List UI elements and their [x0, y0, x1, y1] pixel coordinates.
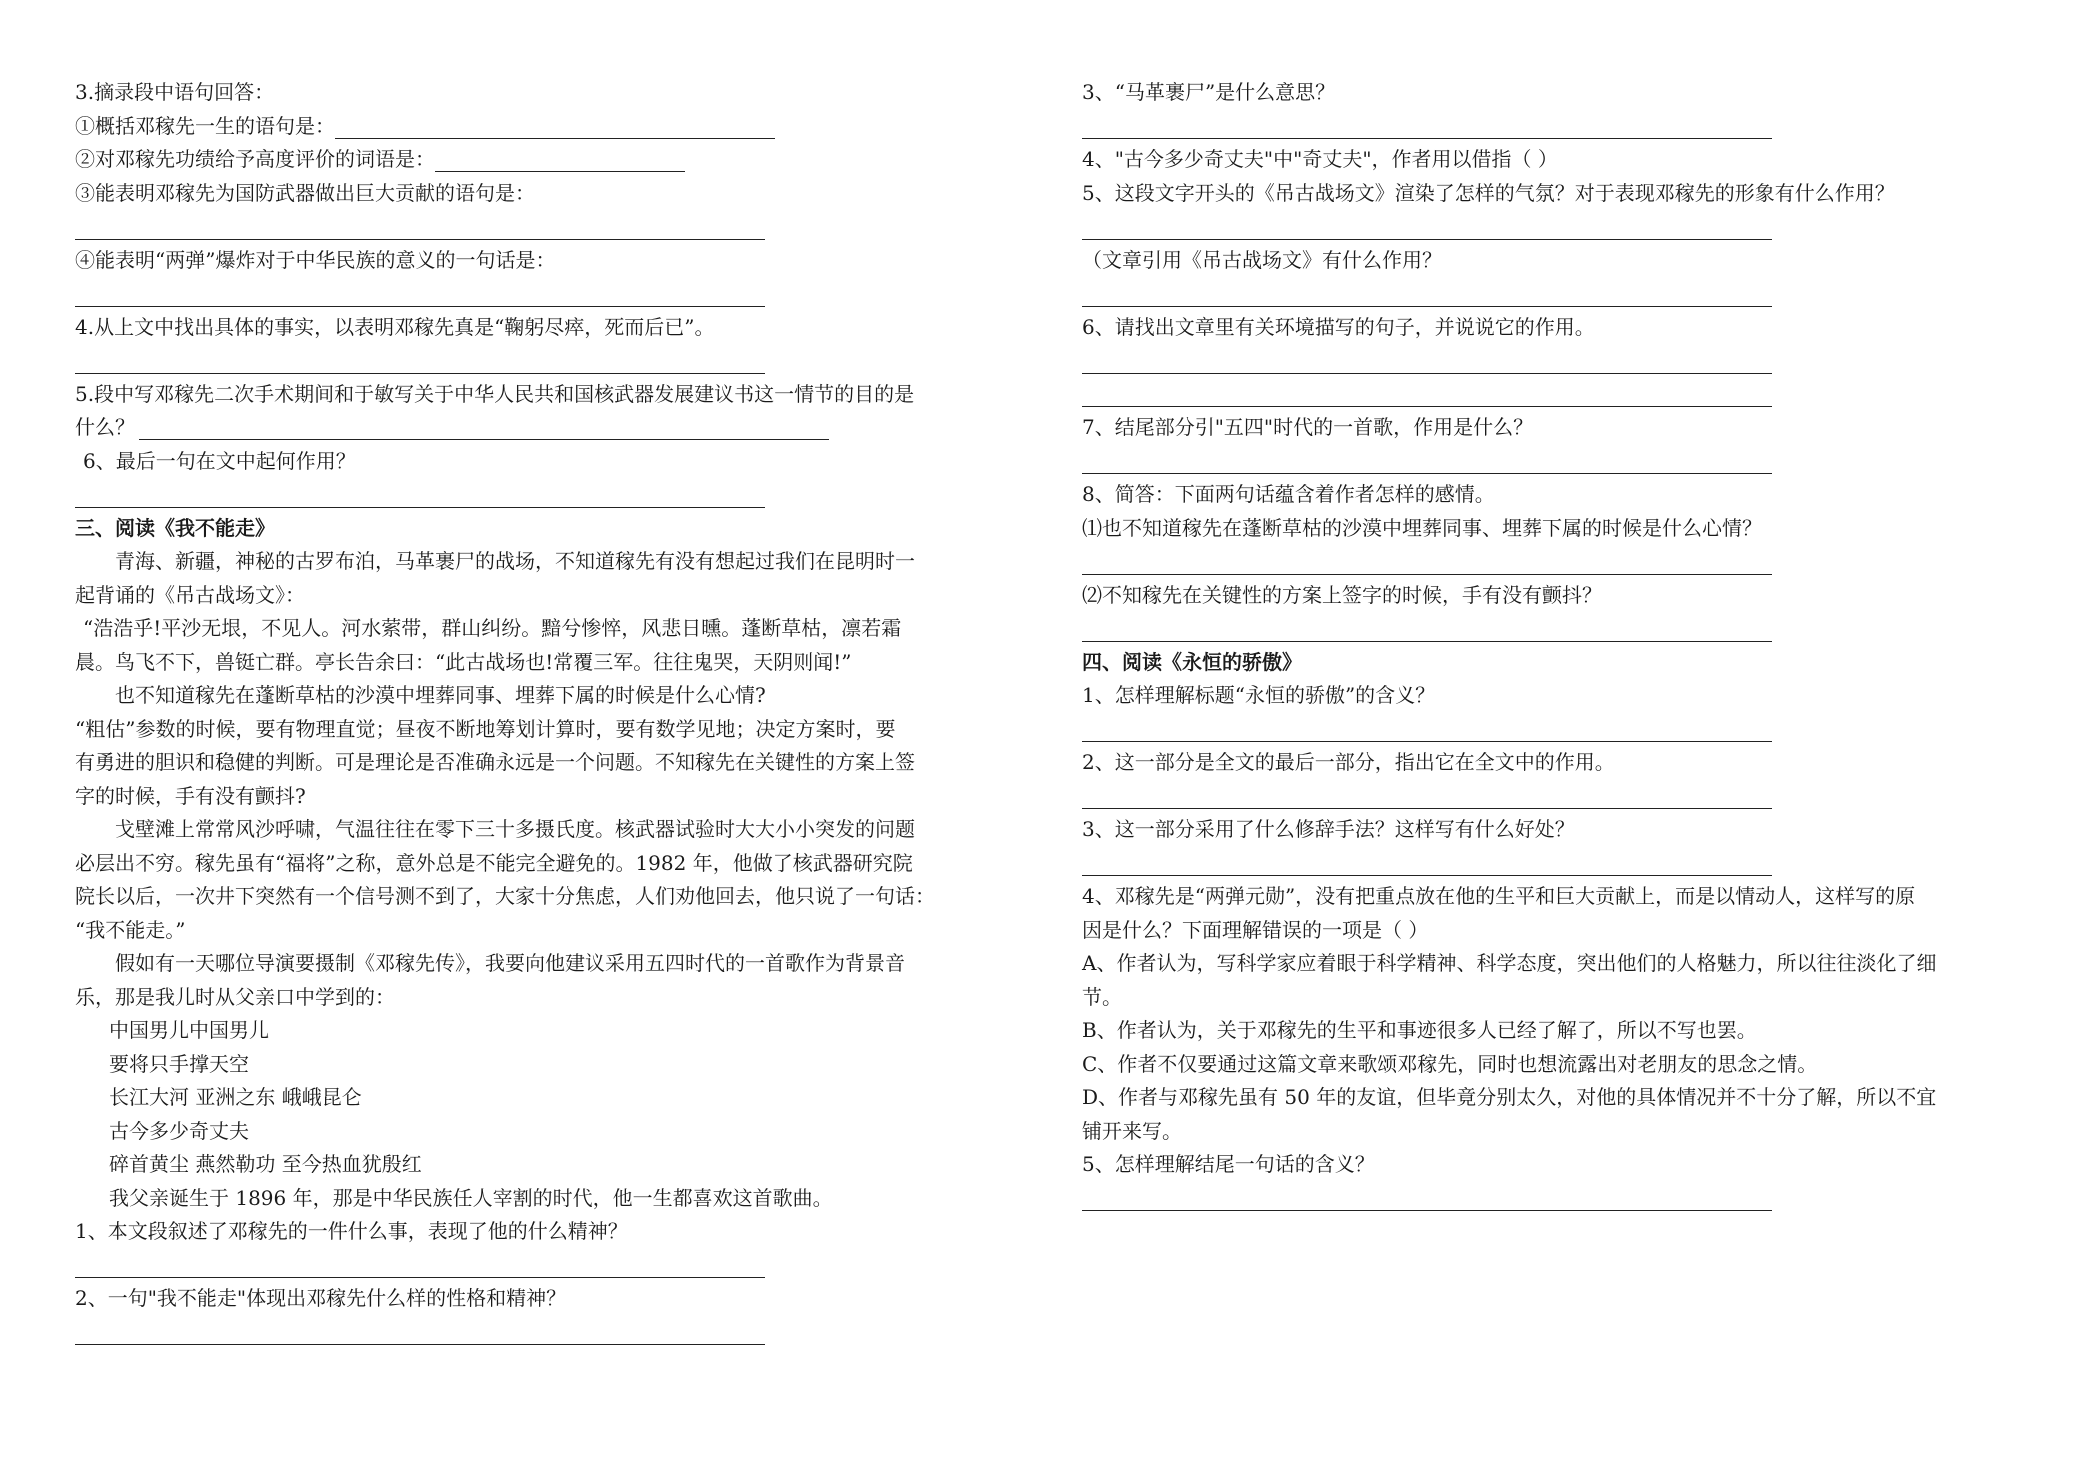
section-4-title: 四、阅读《永恒的骄傲》: [1082, 649, 1302, 674]
passage-p4: “粗估”参数的时候，要有物理直觉；昼夜不断地筹划计算时，要有数学见地；决定方案时，要: [75, 716, 896, 741]
question-6: 6、请找出文章里有关环境描写的句子，并说说它的作用。: [1082, 314, 1595, 339]
passage-p2: “浩浩乎!平沙无垠，不见人。河水萦带，群山纠纷。黯兮惨悴，风悲日曛。蓬断草枯，凛若霜: [83, 616, 902, 640]
passage-p5: 戈壁滩上常常风沙呼啸，气温往往在零下三十多摄氏度。核武器试验时大大小小突发的问题: [115, 817, 915, 841]
poem-line: 长江大河 亚洲之东 峨峨昆仑: [109, 1085, 362, 1109]
passage-p5-cont: 必层出不穷。稼先虽有“福将”之称，意外总是不能完全避免的。1982 年，他做了核武器研究院: [75, 850, 913, 875]
section-4-question-5: 5、怎样理解结尾一句话的含义？: [1082, 1152, 1375, 1176]
right-column: [1082, 76, 2022, 1215]
passage-p5-cont: “我不能走。”: [75, 917, 186, 942]
option-c: C、作者不仅要通过这篇文章来歌颂邓稼先，同时也想流露出对老朋友的思念之情。: [1082, 1051, 1818, 1076]
left-column: [75, 76, 1015, 1349]
question-3-1: ①概括邓稼先一生的语句是：: [75, 110, 1015, 144]
question-8-2: ⑵不知稼先在关键性的方案上签字的时候，手有没有颤抖？: [1082, 582, 1602, 607]
question-3-4: ④能表明“两弹”爆炸对于中华民族的意义的一句话是：: [75, 247, 556, 272]
answer-line[interactable]: [75, 210, 1015, 244]
section-4-question-1: 1、怎样理解标题“永恒的骄傲”的含义？: [1082, 683, 1436, 707]
section-3-title: 三、阅读《我不能走》: [75, 515, 275, 540]
passage-p6: 假如有一天哪位导演要摄制《邓稼先传》，我要向他建议采用五四时代的一首歌作为背景音: [115, 951, 905, 975]
passage-p4-cont: 有勇进的胆识和稳健的判断。可是理论是否准确永远是一个问题。不知稼先在关键性的方案上签: [75, 750, 915, 774]
answer-line[interactable]: [75, 1249, 1015, 1283]
option-a-cont: 节。: [1082, 984, 1122, 1009]
poem-line: 古今多少奇丈夫: [109, 1118, 249, 1143]
question-6: 6、最后一句在文中起何作用？: [83, 448, 356, 473]
passage-p5-cont: 院长以后，一次井下突然有一个信号测不到了，大家十分焦虑，人们劝他回去，他只说了一句话：: [75, 884, 935, 908]
answer-line[interactable]: [1082, 277, 2022, 311]
answer-line[interactable]: [75, 478, 1015, 512]
question-4: 4、"古今多少奇丈夫"中"奇丈夫"，作者用以借指（ ）: [1082, 147, 1558, 171]
passage-p3: 也不知道稼先在蓬断草枯的沙漠中埋葬同事、埋葬下属的时候是什么心情?: [115, 683, 766, 707]
answer-blank[interactable]: [139, 415, 829, 440]
question-3: 3、“马革裹尸”是什么意思？: [1082, 80, 1336, 104]
option-a: A、作者认为，写科学家应着眼于科学精神、科学态度，突出他们的人格魅力，所以往往淡化了细: [1082, 951, 1937, 975]
answer-blank[interactable]: [335, 114, 775, 139]
section-4-question-4: 4、邓稼先是“两弹元勋”，没有把重点放在他的生平和巨大贡献上，而是以情动人，这样写的原: [1082, 884, 1916, 908]
question-3-intro: 3.摘录段中语句回答：: [75, 80, 275, 104]
passage-p2-cont: 晨。鸟飞不下，兽铤亡群。亭长告余曰：“此古战场也!常覆三军。往往鬼哭，天阴则闻!”: [75, 649, 852, 674]
answer-line[interactable]: [75, 1316, 1015, 1350]
reading-question-2: 2、一句"我不能走"体现出邓稼先什么样的性格和精神？: [75, 1286, 567, 1310]
answer-line[interactable]: [1082, 1182, 2022, 1216]
question-8: 8、简答：下面两句话蕴含着作者怎样的感情。: [1082, 482, 1495, 506]
answer-line[interactable]: [1082, 545, 2022, 579]
passage-p1-cont: 起背诵的《吊古战场文》：: [75, 582, 305, 607]
question-3-3: ③能表明邓稼先为国防武器做出巨大贡献的语句是：: [75, 180, 535, 205]
question-3-2: ②对邓稼先功绩给予高度评价的词语是：: [75, 143, 1015, 177]
answer-line[interactable]: [1082, 344, 2022, 378]
section-4-question-2: 2、这一部分是全文的最后一部分，指出它在全文中的作用。: [1082, 750, 1615, 774]
question-5b: （文章引用《吊古战场文》有什么作用？: [1082, 247, 1442, 272]
answer-line[interactable]: [1082, 612, 2022, 646]
option-d: D、作者与邓稼先虽有 50 年的友谊，但毕竟分别太久，对他的具体情况并不十分了解，所以不宜: [1082, 1085, 1937, 1109]
question-5: 5、这段文字开头的《吊古战场文》渲染了怎样的气氛？对于表现邓稼先的形象有什么作用？: [1082, 180, 1895, 205]
answer-line[interactable]: [1082, 210, 2022, 244]
option-b: B、作者认为，关于邓稼先的生平和事迹很多人已经了解了，所以不写也罢。: [1082, 1018, 1757, 1042]
question-4: 4.从上文中找出具体的事实，以表明邓稼先真是“鞠躬尽瘁，死而后已”。: [75, 314, 715, 339]
answer-line[interactable]: [1082, 378, 2022, 412]
answer-line[interactable]: [1082, 713, 2022, 747]
poem-line: 要将只手撑天空: [109, 1051, 249, 1076]
answer-line[interactable]: [1082, 780, 2022, 814]
section-4-question-4-cont: 因是什么？下面理解错误的一项是（ ）: [1082, 917, 1429, 942]
question-7: 7、结尾部分引"五四"时代的一首歌，作用是什么？: [1082, 415, 1534, 439]
reading-question-1: 1、本文段叙述了邓稼先的一件什么事，表现了他的什么精神？: [75, 1219, 628, 1243]
poem-line: 中国男儿中国男儿: [109, 1018, 269, 1042]
answer-blank[interactable]: [435, 147, 685, 172]
answer-line[interactable]: [1082, 110, 2022, 144]
question-5-line-2: 什么？: [75, 411, 1015, 445]
option-d-cont: 铺开来写。: [1082, 1118, 1182, 1143]
section-4-question-3: 3、这一部分采用了什么修辞手法？这样写有什么好处？: [1082, 817, 1575, 841]
answer-line[interactable]: [1082, 847, 2022, 881]
question-8-1: ⑴也不知道稼先在蓬断草枯的沙漠中埋葬同事、埋葬下属的时候是什么心情？: [1082, 515, 1762, 540]
question-5-line-1: 5.段中写邓稼先二次手术期间和于敏写关于中华人民共和国核武器发展建议书这一情节的目的是: [75, 381, 915, 406]
passage-p7: 我父亲诞生于 1896 年，那是中华民族任人宰割的时代，他一生都喜欢这首歌曲。: [109, 1185, 833, 1210]
answer-line[interactable]: [75, 344, 1015, 378]
poem-line: 碎首黄尘 燕然勒功 至今热血犹殷红: [109, 1152, 422, 1176]
passage-p1: 青海、新疆，神秘的古罗布泊，马革裹尸的战场，不知道稼先有没有想起过我们在昆明时一: [115, 549, 915, 573]
passage-p4-cont: 字的时候，手有没有颤抖?: [75, 783, 306, 808]
passage-p6-cont: 乐，那是我儿时从父亲口中学到的：: [75, 984, 395, 1009]
answer-line[interactable]: [1082, 445, 2022, 479]
answer-line[interactable]: [75, 277, 1015, 311]
